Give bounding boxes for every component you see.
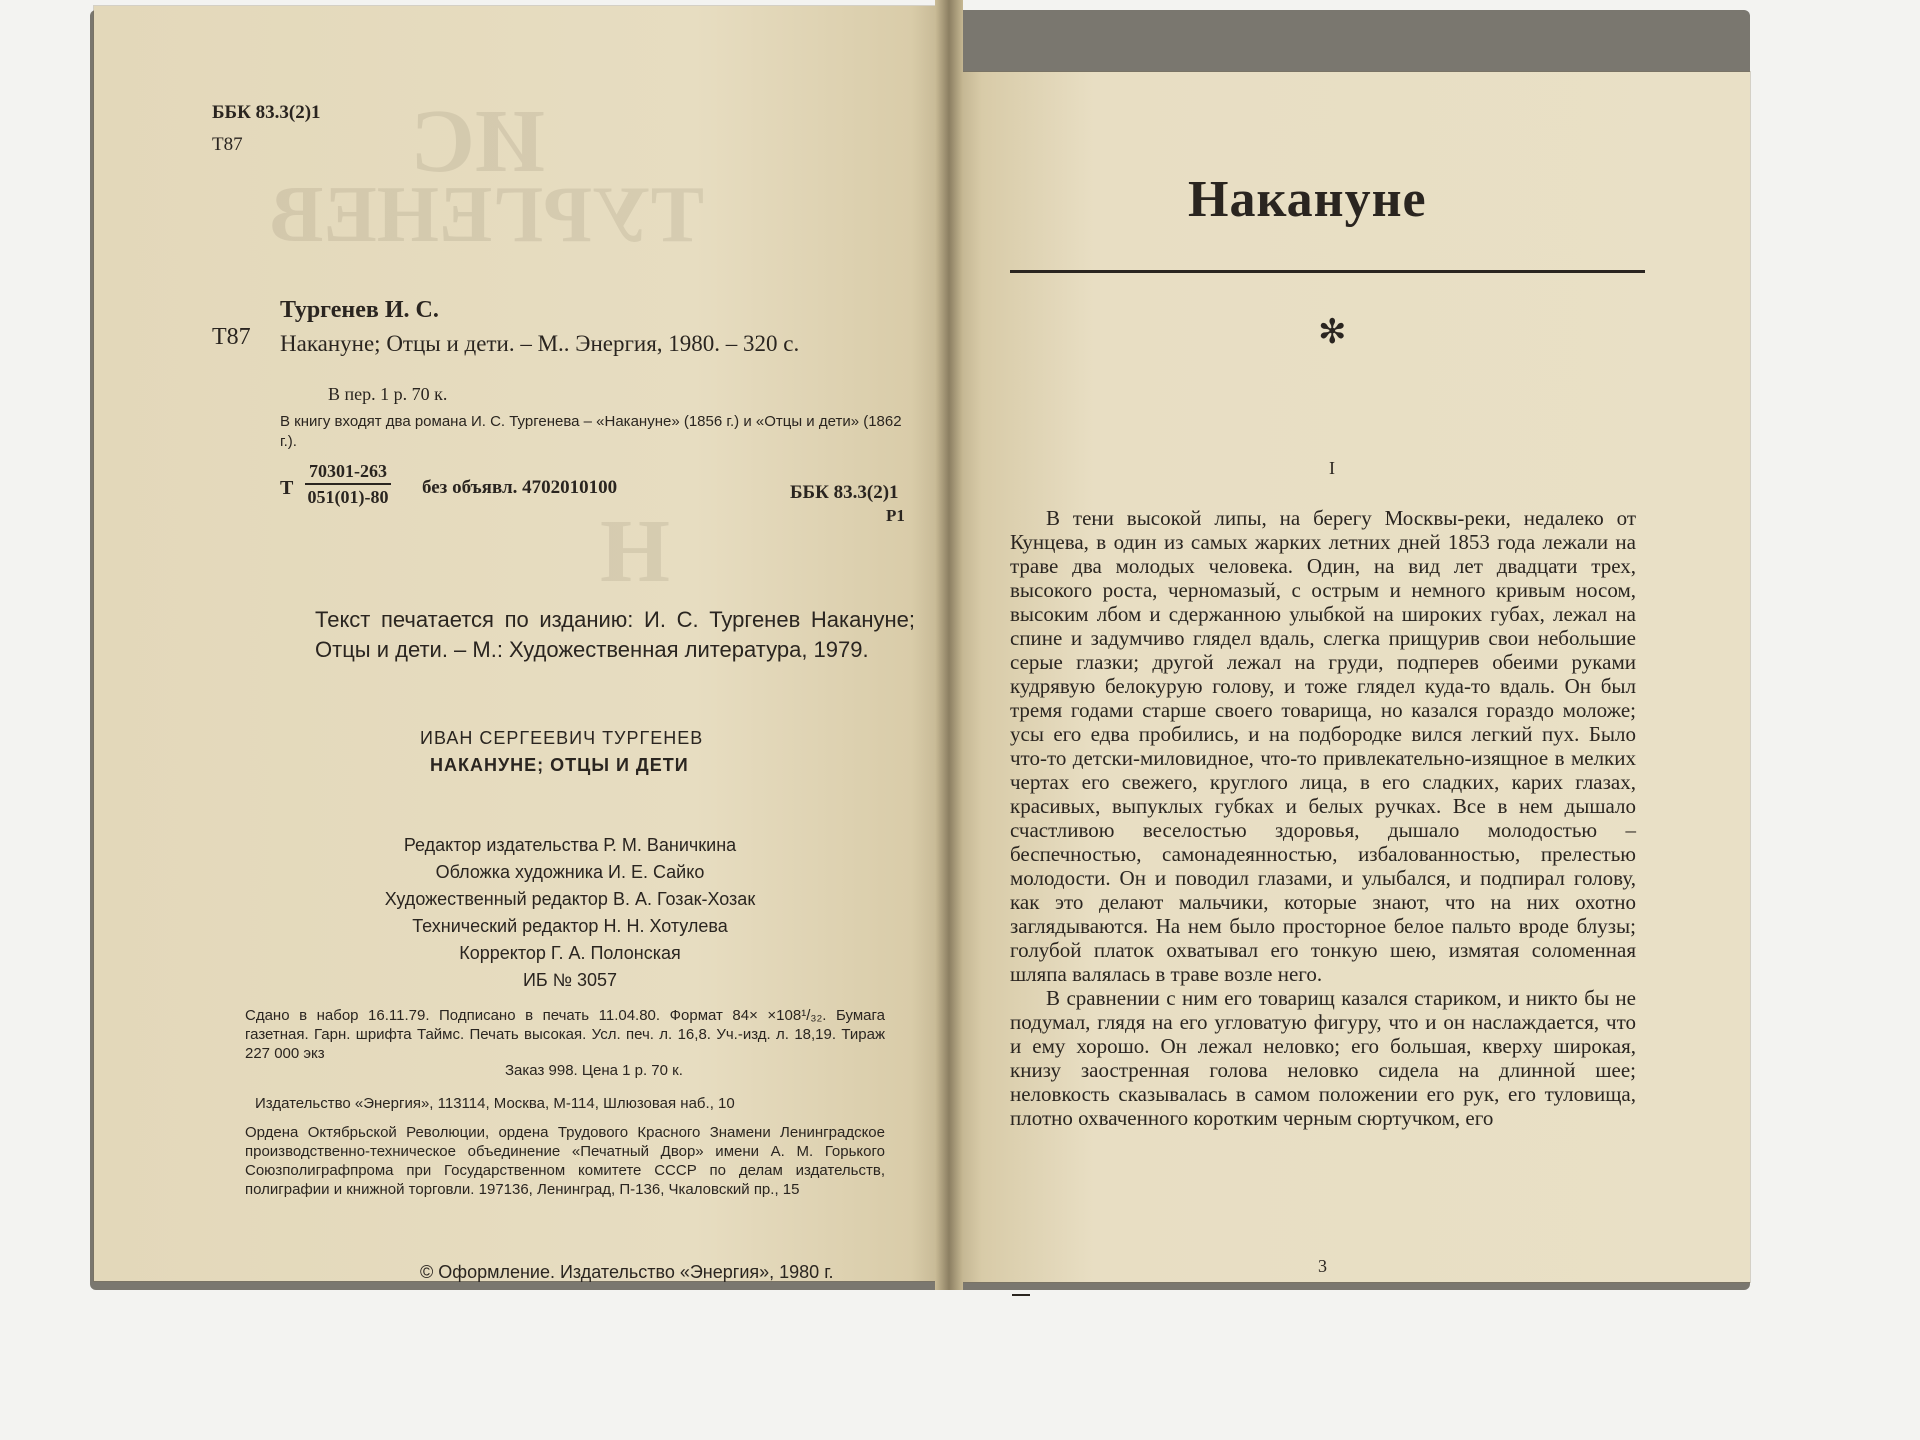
- credit-line: Художественный редактор В. А. Гозак-Хозак: [384, 889, 756, 909]
- chapter-number: I: [1329, 458, 1335, 478]
- copyright-line: © Оформление. Издательство «Энергия», 1980 г.: [420, 1262, 834, 1282]
- source-edition-note: Текст печатается по изданию: И. С. Тургенев Накануне; Отцы и дети. – М.: Художественная литература, 1979.: [315, 607, 915, 662]
- code-letter: Т: [280, 477, 294, 499]
- page-number: 3: [1318, 1256, 1327, 1276]
- printing-details: Сдано в набор 16.11.79. Подписано в печать 11.04.80. Формат 84× ×108¹/₃₂. Бумага газетная. Гарн. шрифта Таймс. Печать высокая. Усл. печ. л. 16,8. Уч.-изд. л. 18,19. Тираж 227 000 экз: [245, 1007, 885, 1062]
- show-through-mark: ИС: [410, 92, 545, 191]
- signature-mark: [1012, 1294, 1030, 1296]
- credit-line: Редактор издательства Р. М. Ваничкина: [403, 835, 737, 855]
- annotation: В книгу входят два романа И. С. Тургенева – «Накануне» (1856 г.) и «Отцы и дети» (1862 г.).: [280, 413, 902, 450]
- body-text: [1010, 506, 1636, 1130]
- r1-mark: Р1: [886, 506, 905, 525]
- bbk-index-secondary: ББК 83.3(2)1: [790, 482, 899, 503]
- credit-line: Технический редактор Н. Н. Хотулева: [412, 916, 728, 936]
- publisher-address: Издательство «Энергия», 113114, Москва, М-114, Шлюзовая наб., 10: [255, 1095, 735, 1112]
- order-and-price: Заказ 998. Цена 1 р. 70 к.: [505, 1062, 683, 1079]
- title-rule: [1010, 270, 1645, 273]
- code-numerator: 70301-263: [305, 461, 391, 485]
- ornament-icon: ✻: [1318, 314, 1347, 351]
- credits-list: [330, 832, 810, 994]
- author-mark-inline: Т87: [212, 324, 251, 350]
- bbk-index: ББК 83.3(2)1: [212, 102, 321, 123]
- no-announcement-code: без объявл. 4702010100: [422, 477, 618, 498]
- credit-line: Корректор Г. А. Полонская: [459, 943, 681, 963]
- paragraph: В тени высокой липы, на берегу Москвы-реки, недалеко от Кунцева, в один из самых жарких летних дней 1853 года лежали на траве два молодых человека. Один, на вид лет двадцати трех, высокого роста, черномазый, с острым и немного кривым носом, высоким лбом и сдержанною улыбкой на широких губах, лежал на спине и задумчиво глядел вдаль, слегка прищурив свои небольшие серые глазки; другой лежал на груди, подперев обеими руками кудрявую белокурую голову, и тоже глядел куда-то вдаль. Он был тремя годами старше своего товарища, но казался гораздо моложе; усы его едва пробились, и на подбородке вился легкий пух. Было что-то детски-миловидное, что-то привлекательно-изящное в мелких чертах его свежего, круглого лица, в его сладких, карих глазах, красивых, выпуклых губках и белых ручках. Все в нем дышало счастливою веселостью здоровья, дышало молодостью – беспечностью, самонадеянностью, избалованностью, прелестью молодости. Он и поводил глазами, и улыбался, и подпирал голову, как это делают мальчики, которые знают, что на них охотно заглядываются. На нем было просторное белое пальто вроде блузы; голубой платок охватывал его тонкую шею, измятая соломенная шляпа валялась в траве возле него.: [1010, 506, 1636, 986]
- show-through-mark: Н: [600, 502, 671, 601]
- show-through-mark: ТУРГЕНЕВ: [270, 171, 705, 259]
- bibliographic-entry: Накануне; Отцы и дети. – М.. Энергия, 1980. – 320 с.: [280, 331, 800, 356]
- price: В пер. 1 р. 70 к.: [328, 384, 448, 404]
- book-spine-gutter: [935, 0, 963, 1290]
- author-full-name: ИВАН СЕРГЕЕВИЧ ТУРГЕНЕВ: [420, 728, 704, 748]
- chapter-title: Накануне: [1188, 171, 1427, 228]
- author-mark: Т87: [212, 134, 243, 155]
- code-denominator: 051(01)-80: [307, 487, 389, 507]
- book-title-caps: НАКАНУНЕ; ОТЦЫ И ДЕТИ: [430, 755, 689, 775]
- classification-code: [305, 461, 391, 508]
- author-heading: Тургенев И. С.: [280, 297, 439, 323]
- paragraph: В сравнении с ним его товарищ казался стариком, и никто бы не подумал, глядя на его угловатую фигуру, что и он наслаждается, что и ему хорошо. Он лежал неловко; его большая, кверху широкая, книзу заостренная голова неловко сидела на длинной шее; неловкость сказывалась в самом положении его рук, его туловища, плотно охваченного коротким черным сюртучком, его: [1010, 986, 1636, 1130]
- credit-line: ИБ № 3057: [522, 970, 618, 990]
- credit-line: Обложка художника И. Е. Сайко: [435, 862, 705, 882]
- printer-info: Ордена Октябрьской Революции, ордена Трудового Красного Знамени Ленинградское производственно-техническое объединение «Печатный Двор» имени А. М. Горького Союзполиграфпрома при Государственном комитете СССР по делам издательств, полиграфии и книжной торговли. 197136, Ленинград, П-136, Чкаловский пр., 15: [245, 1124, 885, 1198]
